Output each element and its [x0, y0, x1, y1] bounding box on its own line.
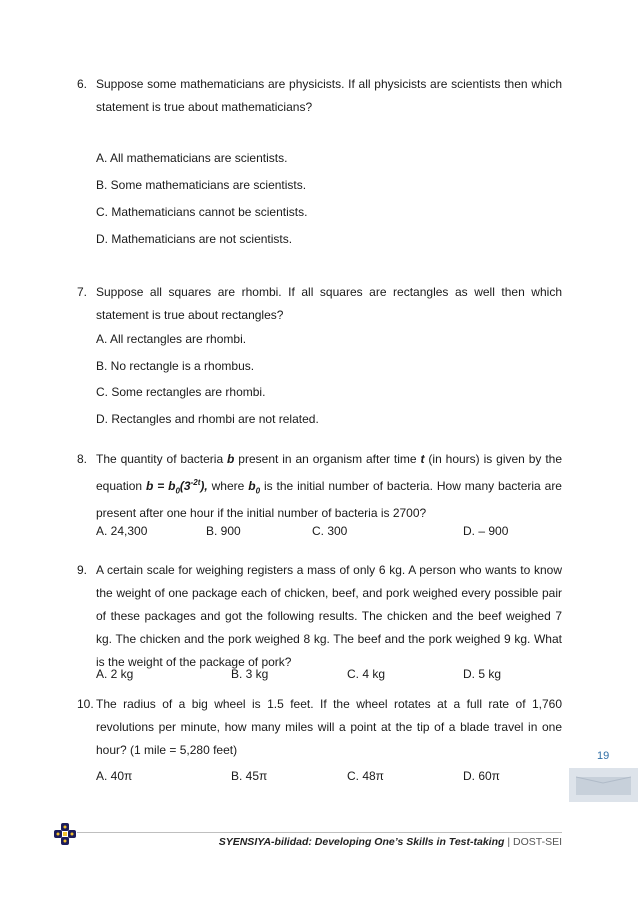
option-a: A. 2 kg: [96, 667, 134, 681]
dost-logo-icon: [54, 823, 76, 845]
question-stem: The quantity of bacteria b present in an organism after time t (in hours) is given by the equation $b = b_0(3^{-2t})$, where $b_0$ is the initial number of bacteria. How many bacteria are present after one hour if the initial number of bacteria is 2700?: [96, 452, 563, 521]
equation: $b = b_0(3^{-2t})$,: [145, 478, 208, 496]
footer: [200, 836, 562, 848]
variable-b: b: [227, 452, 235, 466]
option-d: D. Mathematicians are not scientists.: [96, 232, 293, 246]
footer-separator: |: [504, 836, 513, 848]
question-10: [77, 693, 562, 762]
option-b: B. 45π: [231, 769, 268, 783]
tab-ribbon-icon: [576, 775, 631, 797]
option-a: A. 24,300: [96, 524, 148, 538]
option-c: C. 48π: [347, 769, 384, 783]
footer-divider: [77, 832, 562, 833]
question-8: [77, 448, 562, 525]
footer-title: SYENSIYA-bilidad: Developing One’s Skills in Test-taking: [218, 836, 505, 848]
option-c: C. Some rectangles are rhombi.: [96, 385, 266, 399]
option-d: D. 60π: [463, 769, 500, 783]
option-d: D. Rectangles and rhombi are not related.: [96, 412, 319, 426]
question-number: 9.: [77, 563, 88, 577]
question-number: 7.: [77, 285, 88, 299]
option-d: D. 5 kg: [463, 667, 502, 681]
footer-org: DOST-SEI: [512, 836, 562, 848]
question-number: 6.: [77, 77, 88, 91]
option-b: B. Some mathematicians are scientists.: [96, 178, 307, 192]
option-d: D. – 900: [463, 524, 509, 538]
question-stem: The radius of a big wheel is 1.5 feet. If the wheel rotates at a full rate of 1,760 revolutions per minute, how many miles will a point at the tip of a blade travel in one hour? (1 mile = 5,280 feet): [96, 697, 562, 757]
option-b: B. No rectangle is a rhombus.: [96, 359, 255, 373]
option-a: A. All rectangles are rhombi.: [96, 332, 247, 346]
question-number: 8.: [77, 452, 88, 466]
page-number: 19: [597, 750, 610, 762]
question-stem: Suppose all squares are rhombi. If all squares are rectangles as well then which statement is true about rectangles?: [96, 285, 562, 322]
option-a: A. 40π: [96, 769, 133, 783]
question-6: [77, 73, 562, 119]
question-stem: A certain scale for weighing registers a mass of only 6 kg. A person who wants to know the weight of one package each of chicken, beef, and pork weighed every possible pair of these packages and got the following results. The chicken and the beef weighed 7 kg. The chicken and the pork weighed 8 kg. The beef and the pork weighed 9 kg. What is the weight of the package of pork?: [96, 563, 562, 669]
question-number: 10.: [77, 697, 94, 711]
option-c: C. 300: [312, 524, 348, 538]
question-7: [77, 281, 562, 327]
variable-b0: $b_0$: [248, 479, 261, 496]
variable-t: t: [420, 452, 425, 466]
option-c: C. 4 kg: [347, 667, 386, 681]
question-stem: Suppose some mathematicians are physicists. If all physicists are scientists then which statement is true about mathematicians?: [96, 77, 562, 114]
option-b: B. 3 kg: [231, 667, 269, 681]
question-9: [77, 559, 562, 674]
option-c: C. Mathematicians cannot be scientists.: [96, 205, 308, 219]
option-b: B. 900: [206, 524, 241, 538]
option-a: A. All mathematicians are scientists.: [96, 151, 288, 165]
